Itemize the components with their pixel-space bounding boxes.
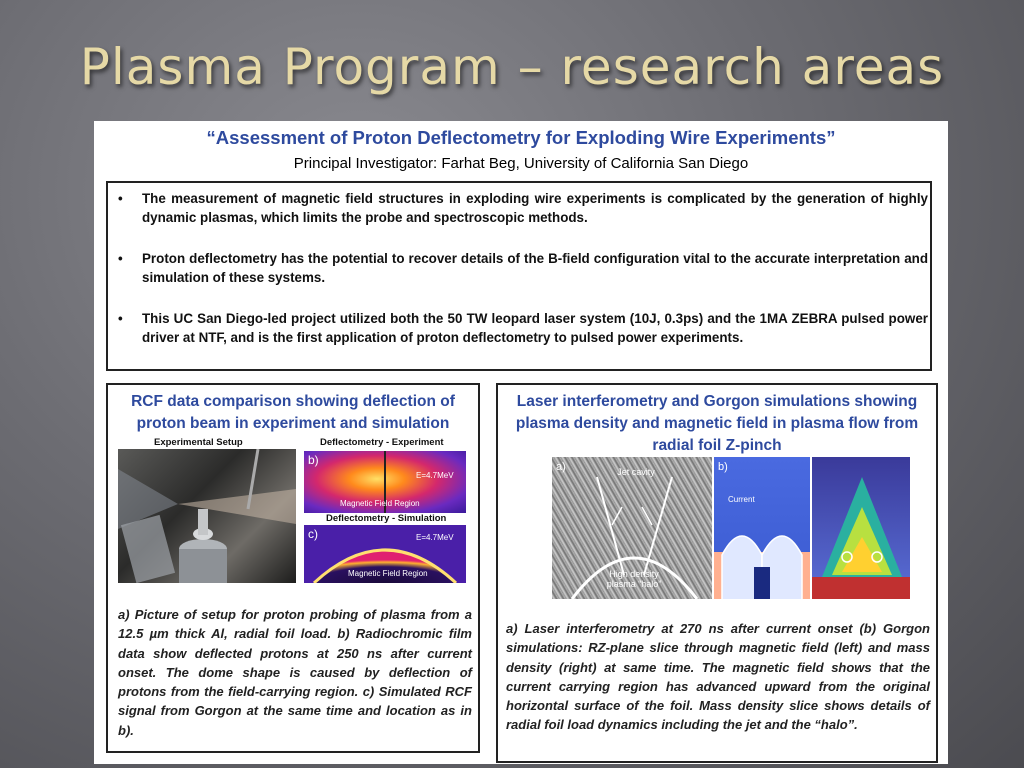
bullet-text: The measurement of magnetic field structures in exploding wire experiments is complicated by the generation of highly dynamic plasmas, which limits the probe and spectroscopic methods. [142,191,928,225]
energy-label: E=4.7MeV [416,533,454,542]
mass-density-simulation [812,457,910,599]
panel-a-label: a) [556,461,566,473]
poster-title: “Assessment of Proton Deflectometry for Exploding Wire Experiments” [206,127,836,148]
rcf-experiment-image [304,451,466,513]
magnetic-field-simulation [714,457,810,599]
bullet-text: Proton deflectometry has the potential to recover details of the B-field configuration vital to the accurate interpretation and simulation of these systems. [142,251,928,285]
panel-b-label: b) [718,461,728,473]
experiment-label: Deflectometry - Experiment [320,437,444,448]
poster-subtitle: Principal Investigator: Farhat Beg, University of California San Diego [293,155,749,172]
interferometry-panel-heading: Laser interferometry and Gorgon simulations showing plasma density and magnetic field in plasma flow from radial foil Z-pinch [515,393,919,454]
slide-title: Plasma Program – research areas [79,38,945,96]
rcf-simulation-image [304,525,466,583]
experimental-setup-photo [118,449,296,583]
bullet-text: This UC San Diego-led project utilized both the 50 TW leopard laser system (10J, 0.3ps) and the 1MA ZEBRA pulsed power driver at NTF, and is the first application of proton deflectometry to pulsed power experiments. [142,311,928,345]
jet-cavity-label: Jet cavity [617,467,655,477]
summary-bullets: • The measurement of magnetic field structures in exploding wire experiments is complicated by the generation of highly dynamic plasmas, which limits the probe and spectroscopic methods. • Proton deflectometry has the potential to recover details of the B-field configuration vital to the accurate interpretation and simulation of these systems. • This UC San Diego-led project utilized both the 50 TW leopard laser system (10J, 0.3ps) and the 1MA ZEBRA pulsed power driver at NTF, and is the first application of proton deflectometry to pulsed power experiments. [106,181,932,371]
rcf-caption: a) Picture of setup for proton probing of plasma from a 12.5 µm thick Al, radial foil load. b) Radiochromic film data show deflected protons at 250 ns after current onset. The dome shape is caused by deflection of protons from the field-carrying region. c) Simulated RCF signal from Gorgon at the same time and location as in b). [118,607,472,738]
interferometry-caption: a) Laser interferometry at 270 ns after current onset (b) Gorgon simulations: RZ-plane slice through magnetic field (left) and mass density (right) at same time. The magnetic field shows that the current carrying region has advanced upward from the original horizontal surface of the foil. Mass density slice shows details of radial foil load dynamics including the jet and the “halo”. [506,621,930,733]
magnetic-region-label: Magnetic Field Region [340,499,420,508]
rcf-comparison-panel [106,383,480,753]
magnetic-region-label: Magnetic Field Region [348,569,428,578]
energy-label: E=4.7MeV [416,471,454,480]
research-poster [94,121,948,764]
interferometry-image [552,457,712,599]
halo-label: High density plasma “halo” [606,569,662,589]
setup-label: Experimental Setup [154,437,243,448]
interferometry-panel [496,383,938,763]
current-label: Current [728,495,755,504]
simulation-label: Deflectometry - Simulation [326,513,447,524]
panel-b-label: b) [308,453,319,467]
rcf-panel-heading: RCF data comparison showing deflection of proton beam in experiment and simulation [131,393,455,432]
panel-c-label: c) [308,527,318,541]
